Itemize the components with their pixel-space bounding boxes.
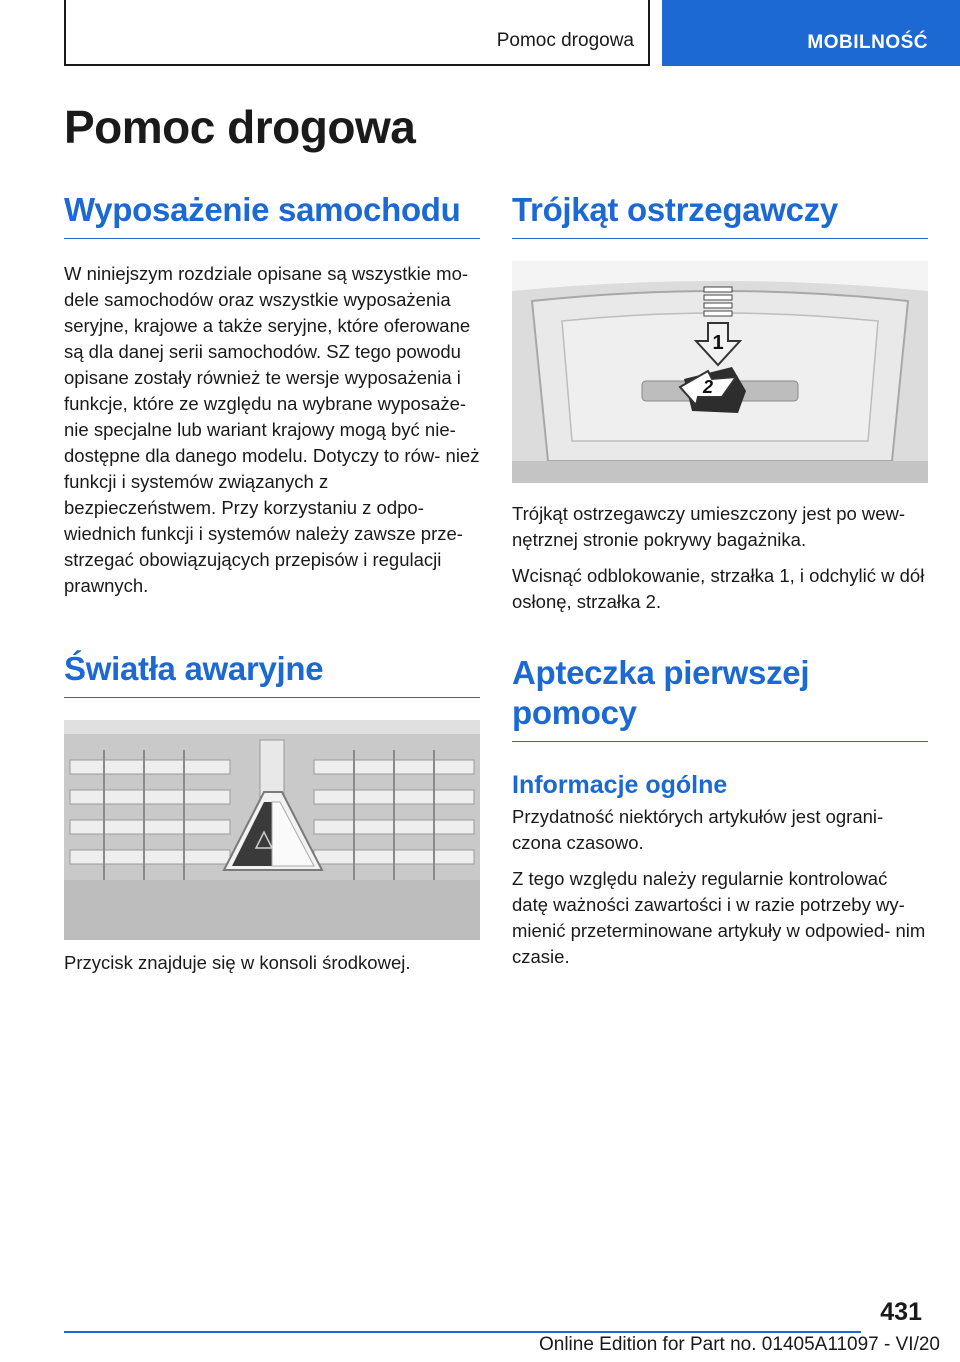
heading-warning-triangle: Trójkąt ostrzegawczy — [512, 190, 928, 239]
hazard-button-illustration — [64, 720, 480, 940]
triangle-unlock-text: Wcisnąć odblokowanie, strzałka 1, i odchylić w dół osłonę, strzałka 2. — [512, 565, 925, 612]
footer-divider — [64, 1331, 861, 1333]
right-column — [512, 190, 928, 970]
page-title: Pomoc drogowa — [64, 101, 416, 153]
trunk-lid-illustration — [512, 261, 928, 483]
arrow-1-label: 1 — [712, 332, 724, 354]
heading-hazard-lights: Światła awaryjne — [64, 649, 480, 698]
first-aid-expiry-text: Przydatność niektórych artykułów jest ograni- czona czasowo. — [512, 806, 884, 853]
chapter-title: Pomoc drogowa — [496, 30, 634, 51]
page-number: 431 — [880, 1298, 922, 1326]
heading-equipment: Wyposażenie samochodu — [64, 190, 480, 239]
hazard-caption: Przycisk znajduje się w konsoli środkowej. — [64, 952, 411, 973]
chapter-tab — [64, 0, 650, 66]
triangle-location-text: Trójkąt ostrzegawczy umieszczony jest po wew- nętrznej stronie pokrywy bagażnika. — [512, 503, 906, 550]
left-column — [64, 190, 480, 976]
page-header — [0, 0, 960, 66]
equipment-text: W niniejszym rozdziale opisane są wszystkie mo- dele samochodów oraz wszystkie wyposażenia seryjne, krajowe a także seryjne, które oferowane są dla danej serii samochodów. SZ tego powodu opisane zostały również te wersje wyposażenia i funkcje, które ze względu na wybrane wyposaże- nie specjalne lub wariant krajowy mogą być nie- dostępne dla danego modelu. Dotyczy to rów- nież funkcji i systemów związanych z bezpieczeństwem. Przy korzystaniu z odpo- wiednich funkcji i systemów należy zawsze prze- strzegać obowiązujących przepisów i regulacji prawnych. — [64, 263, 480, 596]
heading-general-info: Informacje ogólne — [512, 771, 728, 799]
first-aid-check-text: Z tego względu należy regularnie kontrolować datę ważności zawartości i w razie potrzeby wy- mienić przeterminowane artykuły w odpowied- nim czasie. — [512, 868, 926, 967]
section-label: MOBILNOŚĆ — [807, 32, 928, 53]
heading-first-aid-kit: Apteczka pierwszej pomocy — [512, 653, 928, 742]
edition-note: Online Edition for Part no. 01405A11097 - VI/20 — [538, 1334, 940, 1355]
section-tab — [662, 0, 960, 66]
arrow-2-label: 2 — [702, 377, 714, 397]
